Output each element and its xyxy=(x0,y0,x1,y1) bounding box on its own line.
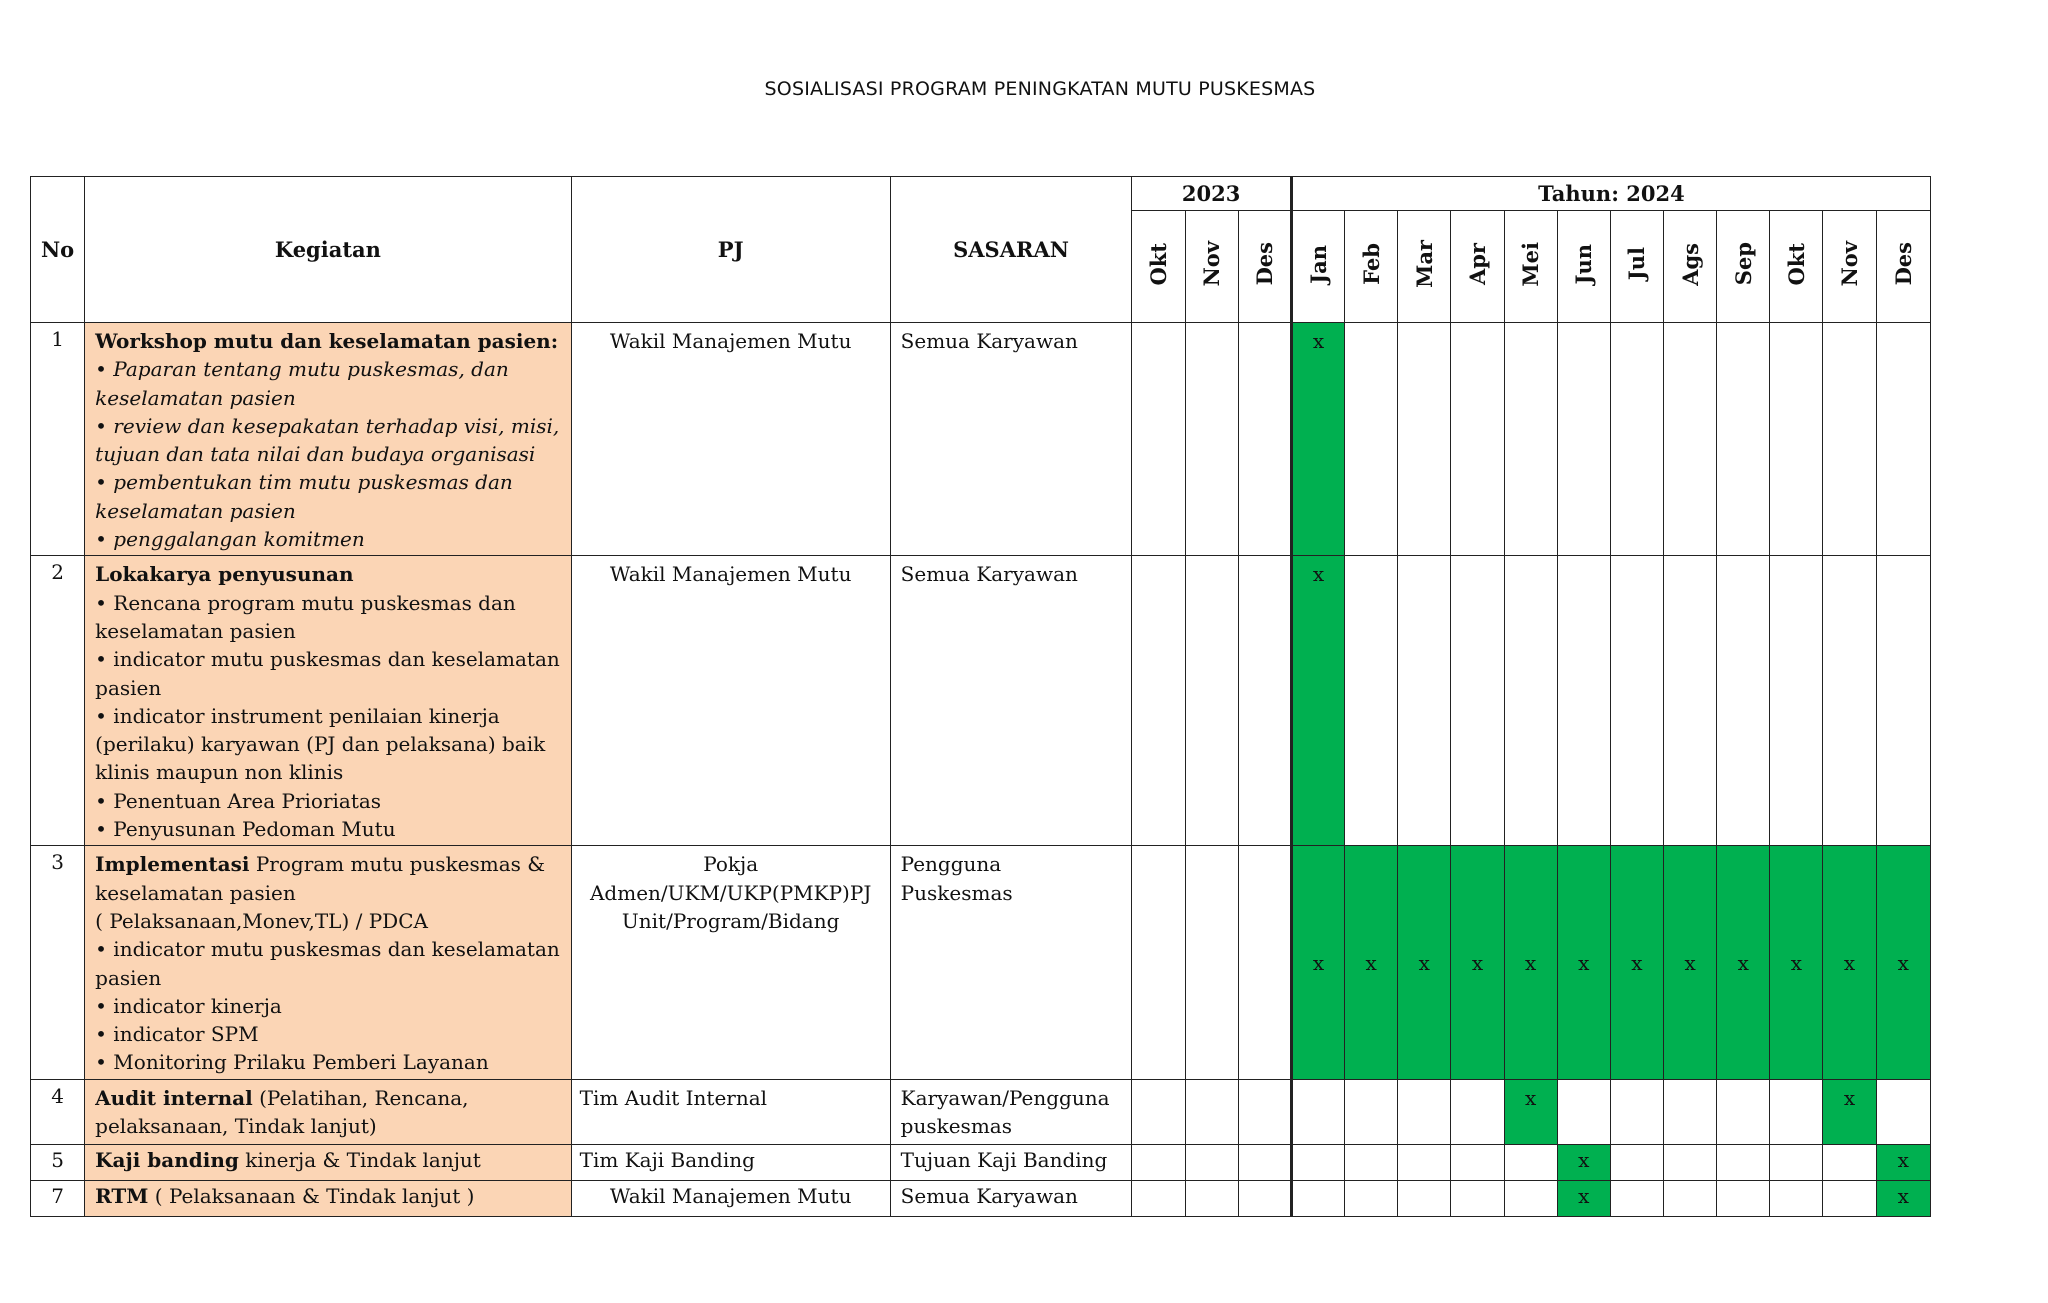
table-row xyxy=(31,1181,1931,1217)
month-header: Jul xyxy=(1610,211,1663,323)
row-number: 4 xyxy=(31,1079,85,1145)
row-number: 7 xyxy=(31,1181,85,1217)
kegiatan-title: Implementasi xyxy=(95,852,250,877)
month-cell xyxy=(1610,1079,1663,1145)
month-cell-scheduled: x xyxy=(1291,323,1344,556)
month-cell xyxy=(1291,1181,1344,1217)
month-header: Mar xyxy=(1398,211,1451,323)
sasaran-line: Puskesmas xyxy=(900,880,1013,905)
month-cell xyxy=(1238,1079,1291,1145)
month-cell xyxy=(1823,556,1876,846)
kegiatan-title: Kaji banding xyxy=(95,1148,239,1173)
month-cell xyxy=(1185,1181,1238,1217)
month-cell-scheduled: x xyxy=(1823,1079,1876,1145)
month-cell-scheduled: x xyxy=(1717,846,1770,1079)
month-cell xyxy=(1398,556,1451,846)
kegiatan-title-rest: kinerja & Tindak lanjut xyxy=(238,1148,481,1173)
month-cell xyxy=(1345,1145,1398,1181)
month-cell-scheduled: x xyxy=(1664,846,1717,1079)
month-cell xyxy=(1398,1181,1451,1217)
header-no: No xyxy=(31,177,85,323)
month-cell xyxy=(1823,323,1876,556)
kegiatan-item: • indicator mutu puskesmas dan keselamatan pasien xyxy=(95,647,560,700)
month-header: Ags xyxy=(1664,211,1717,323)
month-cell-scheduled: x xyxy=(1823,846,1876,1079)
month-cell-scheduled: x xyxy=(1291,556,1344,846)
kegiatan-item: • Paparan tentang mutu puskesmas, dan keselamatan pasien xyxy=(95,357,509,410)
month-cell xyxy=(1770,1145,1823,1181)
month-cell xyxy=(1345,323,1398,556)
month-cell xyxy=(1345,556,1398,846)
kegiatan-item: • indicator instrument penilaian kinerja (perilaku) karyawan (PJ dan pelaksana) baik klinis maupun non klinis xyxy=(95,703,546,785)
month-cell xyxy=(1610,323,1663,556)
month-cell xyxy=(1876,556,1930,846)
month-cell xyxy=(1451,1181,1504,1217)
month-cell xyxy=(1770,1181,1823,1217)
month-cell xyxy=(1717,556,1770,846)
month-cell xyxy=(1185,556,1238,846)
header-row-years xyxy=(31,177,1931,211)
month-header: Sep xyxy=(1717,211,1770,323)
kegiatan-cell xyxy=(85,1079,572,1145)
month-cell xyxy=(1557,556,1610,846)
month-cell xyxy=(1132,323,1185,556)
month-cell xyxy=(1557,323,1610,556)
month-cell-scheduled: x xyxy=(1876,1181,1930,1217)
month-cell xyxy=(1504,1145,1557,1181)
sasaran-line: Pengguna xyxy=(900,852,1002,877)
month-cell-scheduled: x xyxy=(1398,846,1451,1079)
kegiatan-title: Lokakarya penyusunan xyxy=(95,562,354,587)
pj-line: Pokja xyxy=(703,852,759,877)
month-cell-scheduled: x xyxy=(1504,1079,1557,1145)
month-cell xyxy=(1610,556,1663,846)
table-row xyxy=(31,1079,1931,1145)
pj-cell: Tim Kaji Banding xyxy=(571,1145,890,1181)
kegiatan-item: • indicator kinerja xyxy=(95,993,282,1018)
month-cell xyxy=(1238,556,1291,846)
month-cell xyxy=(1451,323,1504,556)
month-header: Nov xyxy=(1823,211,1876,323)
month-cell xyxy=(1823,1145,1876,1181)
kegiatan-cell xyxy=(85,323,572,556)
kegiatan-item: • Rencana program mutu puskesmas dan keselamatan pasien xyxy=(95,590,516,643)
kegiatan-item: • indicator SPM xyxy=(95,1022,259,1047)
table-row xyxy=(31,556,1931,846)
month-cell xyxy=(1823,1181,1876,1217)
month-header: Nov xyxy=(1185,211,1238,323)
month-cell xyxy=(1770,556,1823,846)
month-cell xyxy=(1717,323,1770,556)
sasaran-line: puskesmas xyxy=(900,1114,1012,1139)
kegiatan-heading xyxy=(95,850,563,907)
month-cell xyxy=(1185,846,1238,1079)
kegiatan-item: • Penyusunan Pedoman Mutu xyxy=(95,817,396,842)
kegiatan-title: RTM xyxy=(95,1184,149,1209)
month-cell xyxy=(1451,1145,1504,1181)
month-cell xyxy=(1664,1079,1717,1145)
sasaran-cell: Tujuan Kaji Banding xyxy=(890,1145,1132,1181)
month-cell xyxy=(1132,1145,1185,1181)
kegiatan-item: • pembentukan tim mutu puskesmas dan keselamatan pasien xyxy=(95,470,513,523)
month-cell-scheduled: x xyxy=(1451,846,1504,1079)
row-number: 3 xyxy=(31,846,85,1079)
sasaran-cell xyxy=(890,1079,1132,1145)
month-cell xyxy=(1238,1145,1291,1181)
month-cell xyxy=(1717,1181,1770,1217)
month-cell xyxy=(1132,1181,1185,1217)
month-cell xyxy=(1345,1181,1398,1217)
pj-cell xyxy=(571,846,890,1079)
kegiatan-item: • Penentuan Area Prioriatas xyxy=(95,788,382,813)
month-cell xyxy=(1185,1079,1238,1145)
sasaran-cell: Semua Karyawan xyxy=(890,1181,1132,1217)
header-kegiatan: Kegiatan xyxy=(85,177,572,323)
month-cell xyxy=(1132,556,1185,846)
month-cell xyxy=(1132,1079,1185,1145)
kegiatan-title: Audit internal xyxy=(95,1085,253,1110)
kegiatan-title-rest: (Pelatihan, Rencana, pelaksanaan, Tindak lanjut) xyxy=(95,1085,469,1139)
table-row xyxy=(31,846,1931,1079)
month-header: Jun xyxy=(1557,211,1610,323)
month-cell xyxy=(1664,1145,1717,1181)
sasaran-cell xyxy=(890,846,1132,1079)
header-pj: PJ xyxy=(571,177,890,323)
month-cell-scheduled: x xyxy=(1345,846,1398,1079)
month-cell xyxy=(1610,1181,1663,1217)
table-row xyxy=(31,1145,1931,1181)
page-title: SOSIALISASI PROGRAM PENINGKATAN MUTU PUSKESMAS xyxy=(764,78,1316,100)
month-cell-scheduled: x xyxy=(1770,846,1823,1079)
pj-cell: Tim Audit Internal xyxy=(571,1079,890,1145)
month-cell xyxy=(1557,1079,1610,1145)
month-cell-scheduled: x xyxy=(1876,846,1930,1079)
month-header: Mei xyxy=(1504,211,1557,323)
kegiatan-cell xyxy=(85,1145,572,1181)
month-cell xyxy=(1398,323,1451,556)
month-cell xyxy=(1717,1145,1770,1181)
kegiatan-cell xyxy=(85,1181,572,1217)
month-cell xyxy=(1291,1079,1344,1145)
pj-cell: Wakil Manajemen Mutu xyxy=(571,1181,890,1217)
kegiatan-item: • penggalangan komitmen xyxy=(95,527,365,552)
kegiatan-title-rest: Program mutu puskesmas & keselamatan pasien xyxy=(95,852,546,905)
month-cell xyxy=(1291,1145,1344,1181)
month-cell xyxy=(1664,1181,1717,1217)
kegiatan-item: • indicator mutu puskesmas dan keselamatan pasien xyxy=(95,937,560,990)
month-header: Des xyxy=(1876,211,1930,323)
month-cell-scheduled: x xyxy=(1504,846,1557,1079)
month-header: Apr xyxy=(1451,211,1504,323)
month-cell-scheduled: x xyxy=(1610,846,1663,1079)
month-cell xyxy=(1451,556,1504,846)
month-header: Jan xyxy=(1291,211,1344,323)
month-cell xyxy=(1398,1079,1451,1145)
schedule-table xyxy=(30,176,1931,1217)
month-cell xyxy=(1770,323,1823,556)
month-cell xyxy=(1770,1079,1823,1145)
month-cell xyxy=(1238,846,1291,1079)
sasaran-cell: Semua Karyawan xyxy=(890,323,1132,556)
month-cell-scheduled: x xyxy=(1876,1145,1930,1181)
month-header: Okt xyxy=(1132,211,1185,323)
month-cell xyxy=(1132,846,1185,1079)
month-cell xyxy=(1185,1145,1238,1181)
month-cell xyxy=(1345,1079,1398,1145)
table-row xyxy=(31,323,1931,556)
kegiatan-title: Workshop mutu dan keselamatan pasien: xyxy=(95,329,559,353)
kegiatan-cell xyxy=(85,556,572,846)
header-sasaran: SASARAN xyxy=(890,177,1132,323)
month-cell xyxy=(1185,323,1238,556)
month-cell xyxy=(1504,1181,1557,1217)
month-header: Des xyxy=(1238,211,1291,323)
month-cell xyxy=(1876,1079,1930,1145)
header-year-2024: Tahun: 2024 xyxy=(1291,177,1930,211)
sasaran-line: Karyawan/Pengguna xyxy=(900,1085,1110,1110)
month-cell-scheduled: x xyxy=(1291,846,1344,1079)
kegiatan-item: ( Pelaksanaan,Monev,TL) / PDCA xyxy=(95,908,428,933)
month-header: Okt xyxy=(1770,211,1823,323)
month-cell xyxy=(1610,1145,1663,1181)
month-cell-scheduled: x xyxy=(1557,846,1610,1079)
month-cell xyxy=(1876,323,1930,556)
pj-cell: Wakil Manajemen Mutu xyxy=(571,323,890,556)
kegiatan-item: • review dan kesepakatan terhadap visi, misi, tujuan dan tata nilai dan budaya organisasi xyxy=(95,413,560,467)
kegiatan-cell xyxy=(85,846,572,1079)
row-number: 5 xyxy=(31,1145,85,1181)
header-year-2023: 2023 xyxy=(1132,177,1292,211)
pj-line: Admen/UKM/UKP(PMKP)PJ xyxy=(589,880,872,905)
pj-cell: Wakil Manajemen Mutu xyxy=(571,556,890,846)
month-cell xyxy=(1664,323,1717,556)
month-cell xyxy=(1451,1079,1504,1145)
pj-line: Unit/Program/Bidang xyxy=(621,908,840,933)
month-cell xyxy=(1238,1181,1291,1217)
month-cell xyxy=(1398,1145,1451,1181)
month-cell xyxy=(1717,1079,1770,1145)
sasaran-cell: Semua Karyawan xyxy=(890,556,1132,846)
month-cell-scheduled: x xyxy=(1557,1145,1610,1181)
month-cell xyxy=(1504,323,1557,556)
month-cell xyxy=(1504,556,1557,846)
month-cell xyxy=(1238,323,1291,556)
month-cell-scheduled: x xyxy=(1557,1181,1610,1217)
row-number: 2 xyxy=(31,556,85,846)
month-header: Feb xyxy=(1345,211,1398,323)
row-number: 1 xyxy=(31,323,85,556)
month-cell xyxy=(1664,556,1717,846)
kegiatan-title-rest: ( Pelaksanaan & Tindak lanjut ) xyxy=(148,1184,475,1209)
kegiatan-item: • Monitoring Prilaku Pemberi Layanan xyxy=(95,1050,489,1075)
